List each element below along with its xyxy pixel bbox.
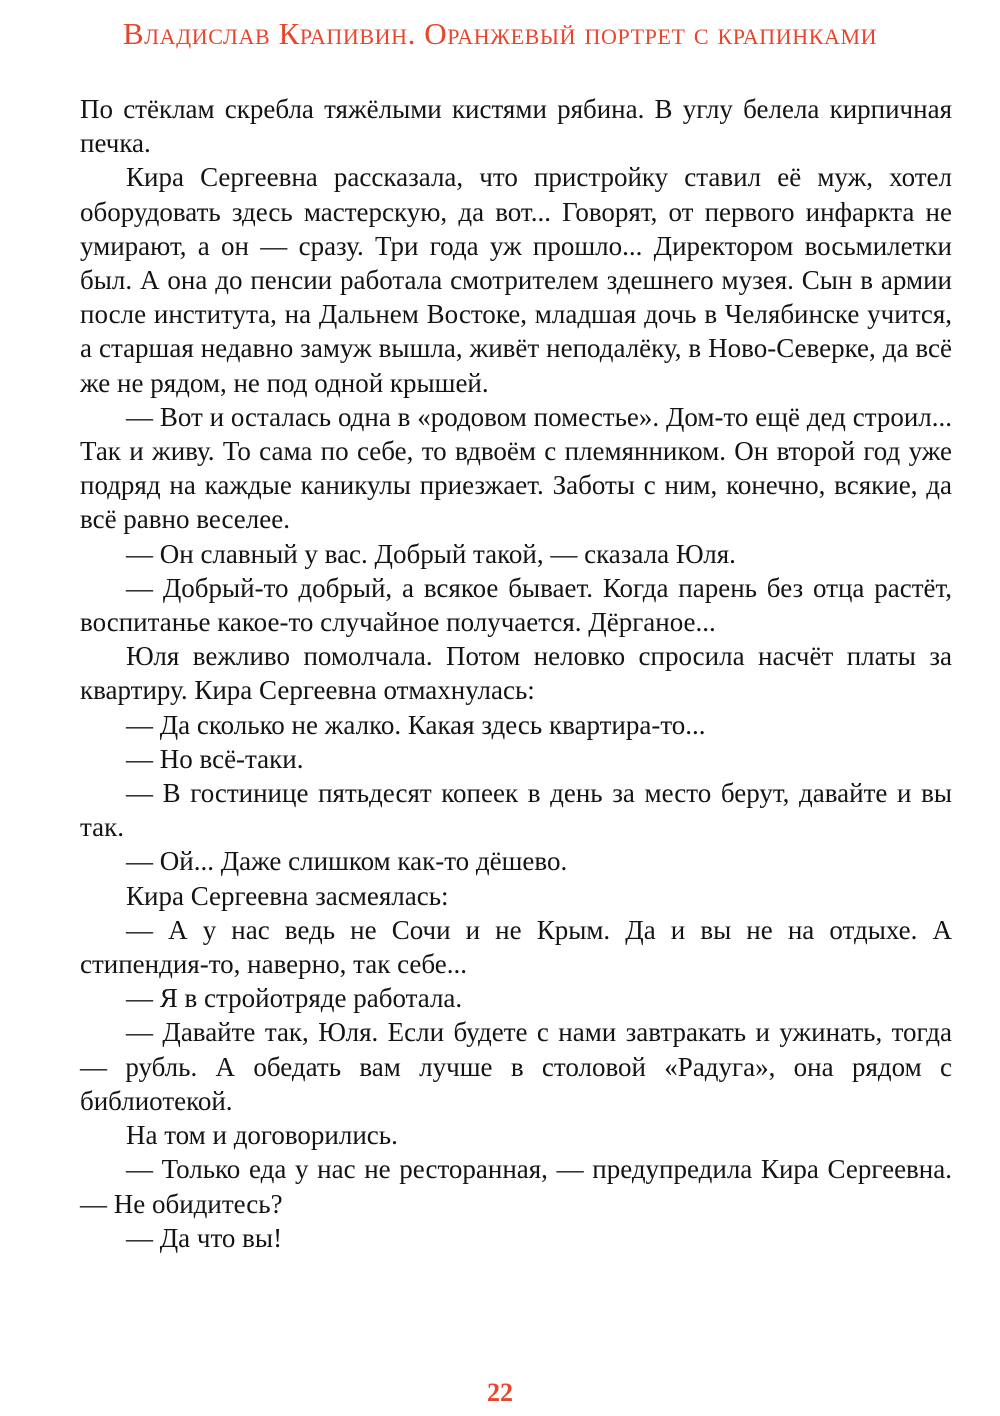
- page-body: [80, 92, 952, 1255]
- paragraph: — Я в стройотряде работала.: [126, 983, 463, 1014]
- paragraph: — Да сколько не жалко. Какая здесь квартира-то...: [126, 709, 706, 740]
- paragraph: — Да что вы!: [126, 1222, 283, 1253]
- paragraph: Кира Сергеевна рассказала, что пристройку ставил её муж, хотел оборудовать здесь мастерскую, да вот... Говорят, от первого инфаркта не умирают, а он — сразу. Три года уж прошло... Директором восьмилетки был. А она до пенсии работала смотрителем здешнего музея. Сын в армии после института, на Дальнем Востоке, младшая дочь в Челябинске учится, а старшая недавно замуж вышла, живёт неподалёку, в Ново-Северке, да всё же не рядом, не под одной крышей.: [80, 162, 952, 398]
- paragraph: — А у нас ведь не Сочи и не Крым. Да и вы не на отдыхе. А стипендия-то, наверно, так себе...: [80, 914, 952, 980]
- paragraph: — В гостинице пятьдесят копеек в день за место берут, давайте и вы так.: [80, 778, 952, 843]
- paragraph: Юля вежливо помолчала. Потом неловко спросила насчёт платы за квартиру. Кира Сергеевна отмахнулась:: [80, 641, 952, 706]
- paragraph: По стёклам скребла тяжёлыми кистями рябина. В углу белела кирпичная печка.: [80, 94, 952, 159]
- paragraph: — Но всё-таки.: [126, 743, 304, 774]
- paragraph: — Он славный у вас. Добрый такой, — сказала Юля.: [126, 538, 736, 569]
- paragraph: — Добрый-то добрый, а всякое бывает. Когда парень без отца растёт, воспитанье какое-то случайное получается. Дёрганое...: [80, 572, 952, 638]
- running-head: Владислав Крапивин. Оранжевый портрет с крапинками: [122, 16, 878, 51]
- paragraph: — Вот и осталась одна в «родовом поместье». Дом-то ещё дед строил... Так и живу. То сама по себе, то вдвоём с племянником. Он второй год уже подряд на каждые каникулы приезжает. Заботы с ним, конечно, всякие, да всё равно веселее.: [80, 401, 952, 535]
- page-number: 22: [487, 1378, 513, 1407]
- paragraph: На том и договорились.: [126, 1120, 398, 1151]
- paragraph: — Ой... Даже слишком как-то дёшево.: [126, 846, 568, 877]
- paragraph: Кира Сергеевна засмеялась:: [126, 880, 449, 911]
- paragraph: — Давайте так, Юля. Если будете с нами завтракать и ужинать, тогда — рубль. А обедать вам лучше в столовой «Радуга», она рядом с библиотекой.: [80, 1017, 952, 1116]
- paragraph: — Только еда у нас не ресторанная, — предупредила Кира Сергеевна. — Не обидитесь?: [80, 1154, 952, 1219]
